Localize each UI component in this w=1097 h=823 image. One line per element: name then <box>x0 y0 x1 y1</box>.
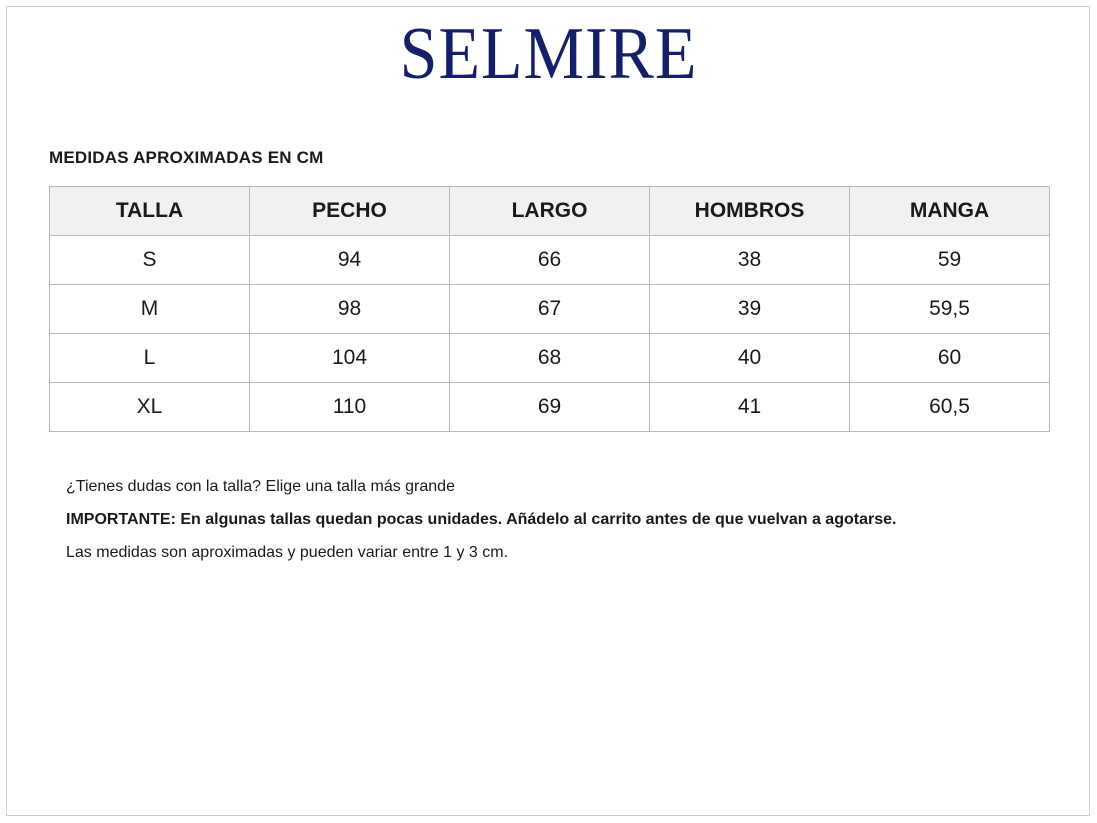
cell-manga: 59 <box>850 236 1050 285</box>
cell-pecho: 104 <box>250 334 450 383</box>
header-talla: TALLA <box>50 187 250 236</box>
notes-block <box>66 470 896 569</box>
cell-largo: 67 <box>450 285 650 334</box>
cell-hombros: 38 <box>650 236 850 285</box>
table-row <box>50 383 1050 432</box>
table-row <box>50 285 1050 334</box>
cell-talla: M <box>50 285 250 334</box>
cell-talla: L <box>50 334 250 383</box>
header-manga: MANGA <box>850 187 1050 236</box>
cell-pecho: 98 <box>250 285 450 334</box>
cell-largo: 66 <box>450 236 650 285</box>
cell-largo: 68 <box>450 334 650 383</box>
cell-talla: S <box>50 236 250 285</box>
header-pecho: PECHO <box>250 187 450 236</box>
size-chart-table <box>49 186 1050 432</box>
header-largo: LARGO <box>450 187 650 236</box>
cell-pecho: 110 <box>250 383 450 432</box>
cell-manga: 60 <box>850 334 1050 383</box>
note-important: IMPORTANTE: En algunas tallas quedan pocas unidades. Añádelo al carrito antes de que vuelvan a agotarse. <box>66 511 897 528</box>
cell-hombros: 41 <box>650 383 850 432</box>
cell-manga: 59,5 <box>850 285 1050 334</box>
table-row <box>50 334 1050 383</box>
note-size-advice: ¿Tienes dudas con la talla? Elige una talla más grande <box>66 478 455 495</box>
cell-talla: XL <box>50 383 250 432</box>
brand-logo: SELMIRE <box>399 13 698 95</box>
section-title: MEDIDAS APROXIMADAS EN CM <box>49 148 324 167</box>
cell-manga: 60,5 <box>850 383 1050 432</box>
table-row <box>50 236 1050 285</box>
cell-hombros: 40 <box>650 334 850 383</box>
cell-largo: 69 <box>450 383 650 432</box>
note-measurement-variance: Las medidas son aproximadas y pueden variar entre 1 y 3 cm. <box>66 544 509 561</box>
cell-hombros: 39 <box>650 285 850 334</box>
cell-pecho: 94 <box>250 236 450 285</box>
header-hombros: HOMBROS <box>650 187 850 236</box>
table-header-row <box>50 187 1050 236</box>
